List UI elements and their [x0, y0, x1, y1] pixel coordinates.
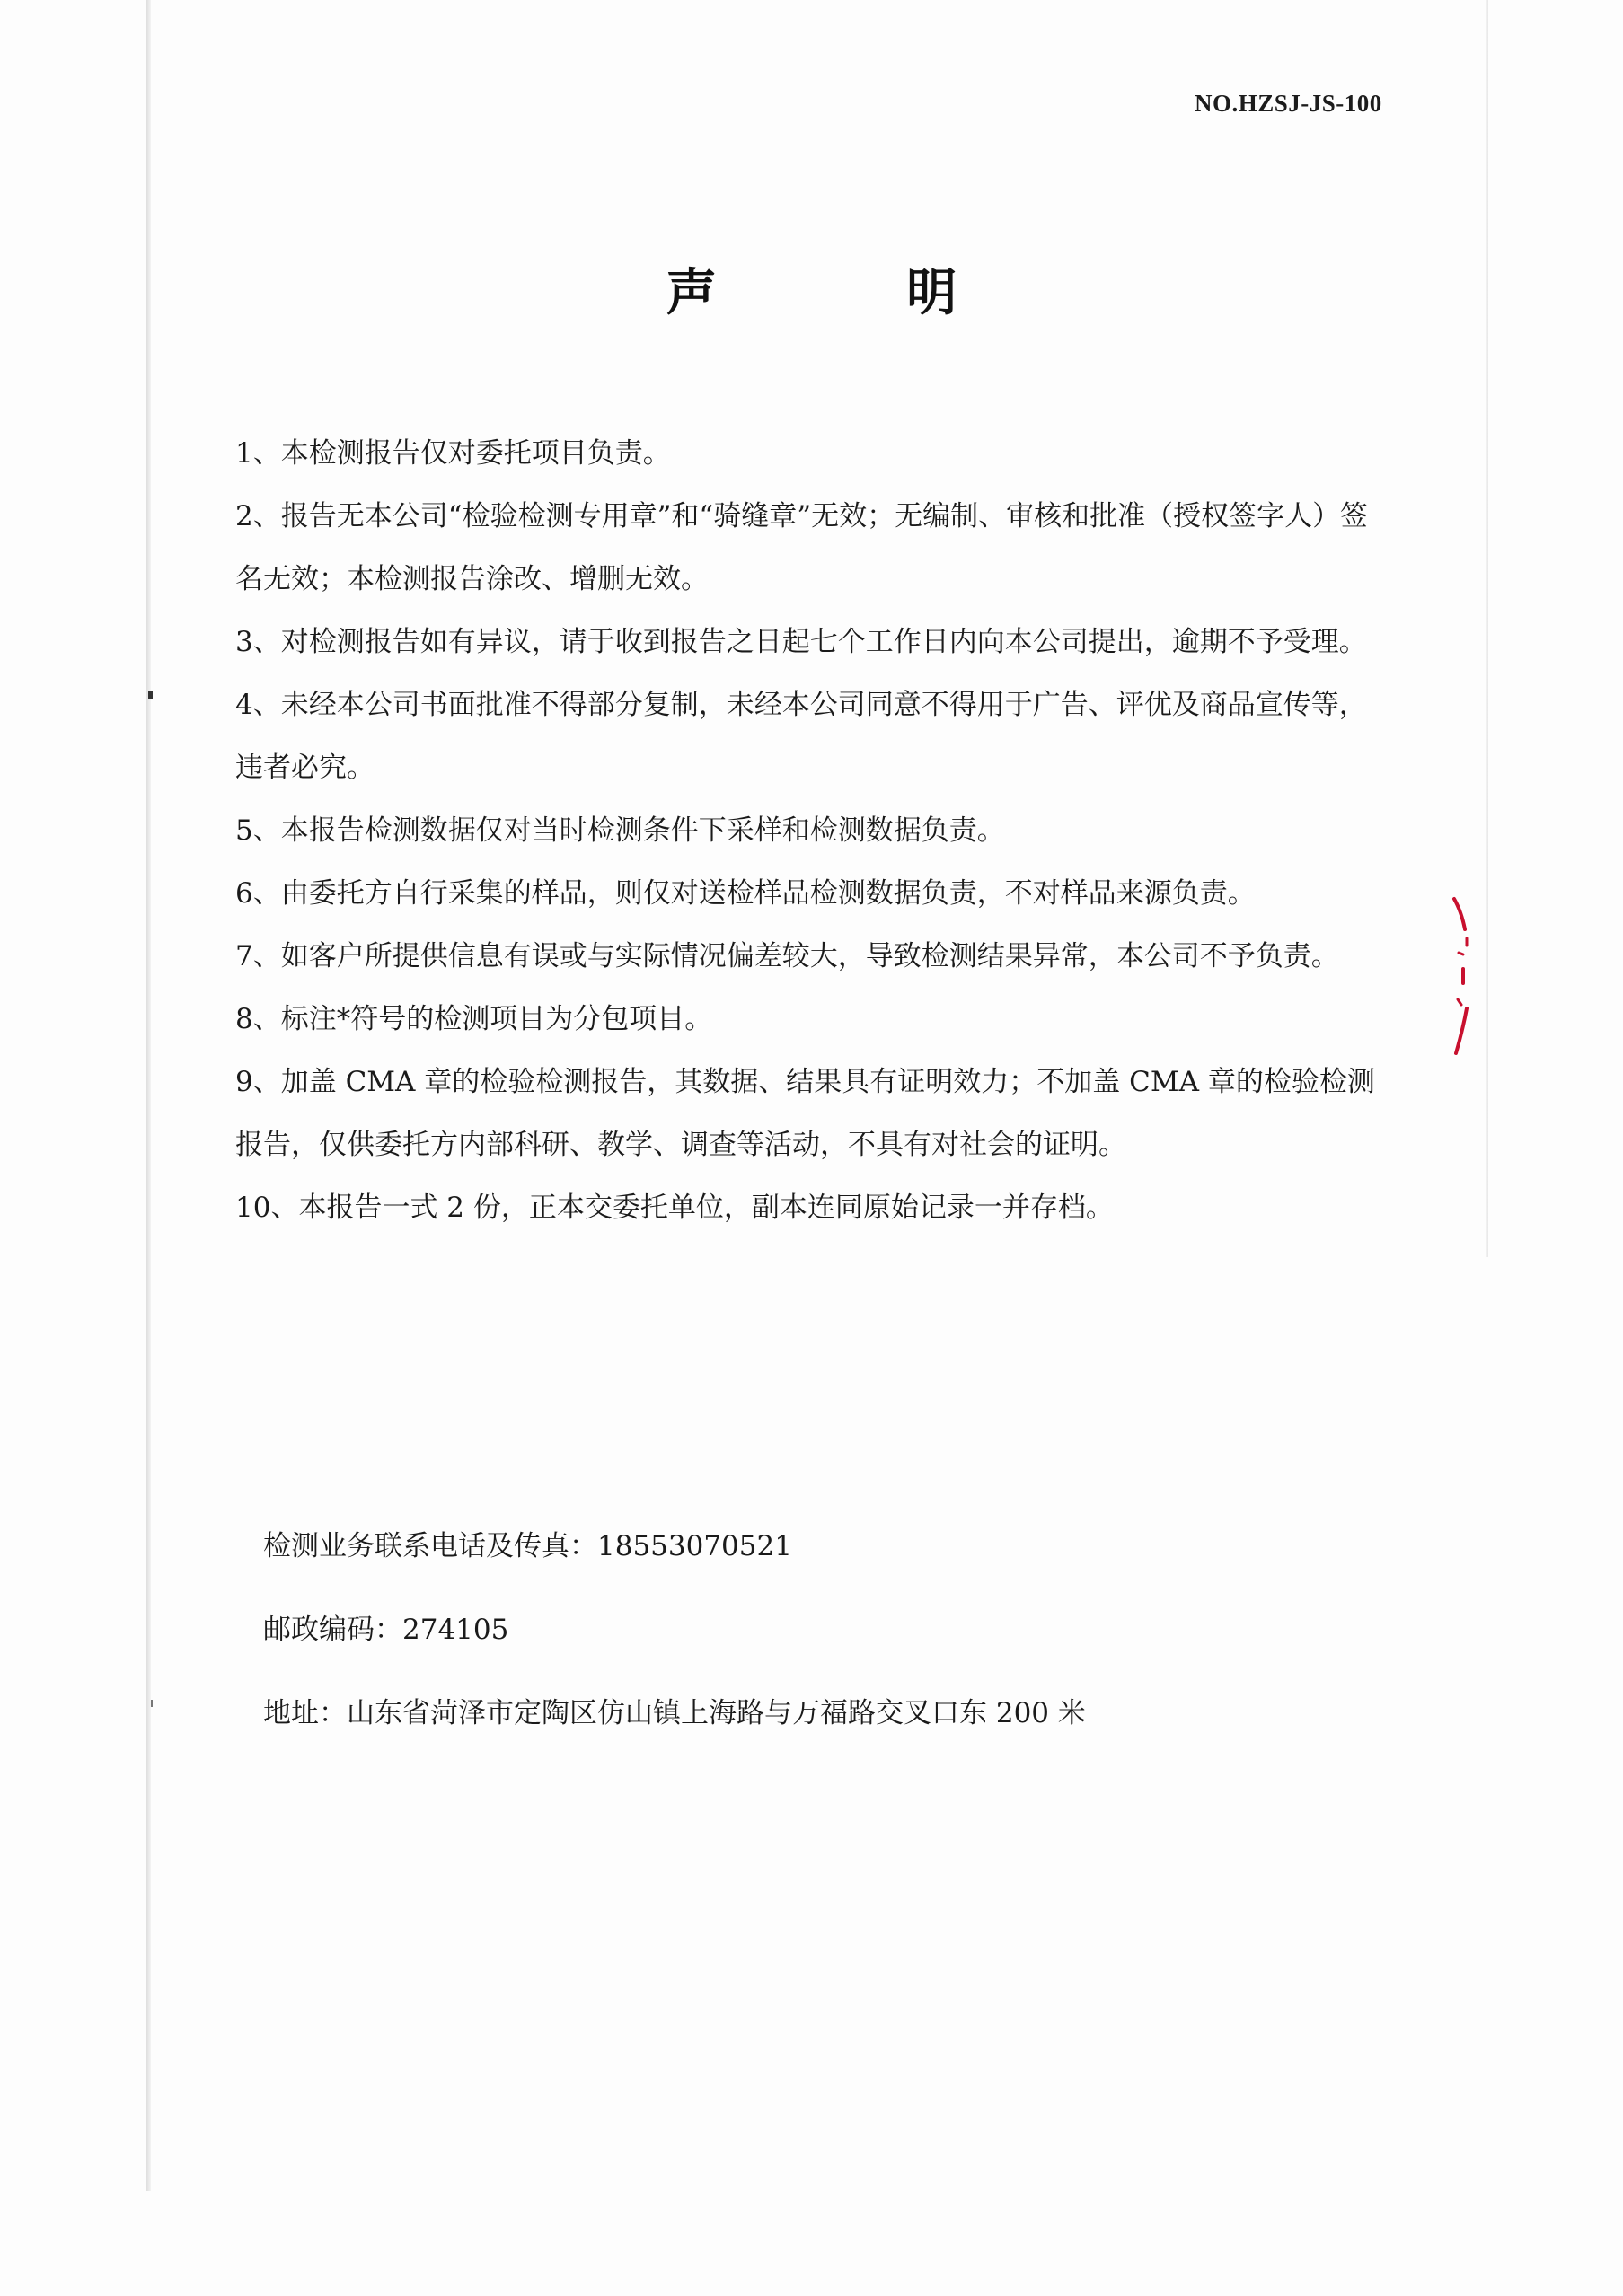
statement-item-7: 7、如客户所提供信息有误或与实际情况偏差较大，导致检测结果异常，本公司不予负责。 [235, 940, 1339, 972]
statement-item-8: 8、标注*符号的检测项目为分包项目。 [235, 1003, 713, 1035]
statement-item-6: 6、由委托方自行采集的样品，则仅对送检样品检测数据负责，不对样品来源负责。 [235, 877, 1256, 910]
statement-item-5: 5、本报告检测数据仅对当时检测条件下采样和检测数据负责。 [235, 814, 1005, 847]
scan-speck [148, 691, 153, 699]
contact-address: 地址：山东省菏泽市定陶区仿山镇上海路与万福路交叉口东 200 米 [263, 1697, 1086, 1729]
statement-item-1: 1、本检测报告仅对委托项目负责。 [235, 437, 671, 470]
statement-item-2: 2、报告无本公司“检验检测专用章”和“骑缝章”无效；无编制、审核和批准（授权签字人）签名无效；本检测报告涂改、增删无效。 [235, 500, 1369, 595]
contact-phone-fax: 检测业务联系电话及传真：18553070521 [263, 1530, 792, 1562]
statement-list [235, 422, 1394, 1239]
scan-right-edge [1486, 0, 1488, 1257]
statement-item-10: 10、本报告一式 2 份，正本交委托单位，副本连同原始记录一并存档。 [235, 1192, 1114, 1224]
seal-stamp-fragment [1451, 893, 1472, 1064]
scan-speck [151, 1700, 153, 1707]
document-number: NO.HZSJ-JS-100 [1195, 90, 1382, 117]
contact-info [263, 1526, 1341, 1777]
page-title: 声 明 [666, 264, 1044, 322]
scan-left-edge [146, 0, 151, 2191]
contact-postal-code: 邮政编码：274105 [263, 1614, 509, 1646]
statement-item-3: 3、对检测报告如有异议，请于收到报告之日起七个工作日内向本公司提出，逾期不予受理。 [235, 626, 1367, 658]
statement-item-4: 4、未经本公司书面批准不得部分复制，未经本公司同意不得用于广告、评优及商品宣传等，违者必究。 [235, 689, 1367, 784]
statement-item-9: 9、加盖 CMA 章的检验检测报告，其数据、结果具有证明效力；不加盖 CMA 章的检验检测报告，仅供委托方内部科研、教学、调查等活动，不具有对社会的证明。 [235, 1066, 1375, 1161]
